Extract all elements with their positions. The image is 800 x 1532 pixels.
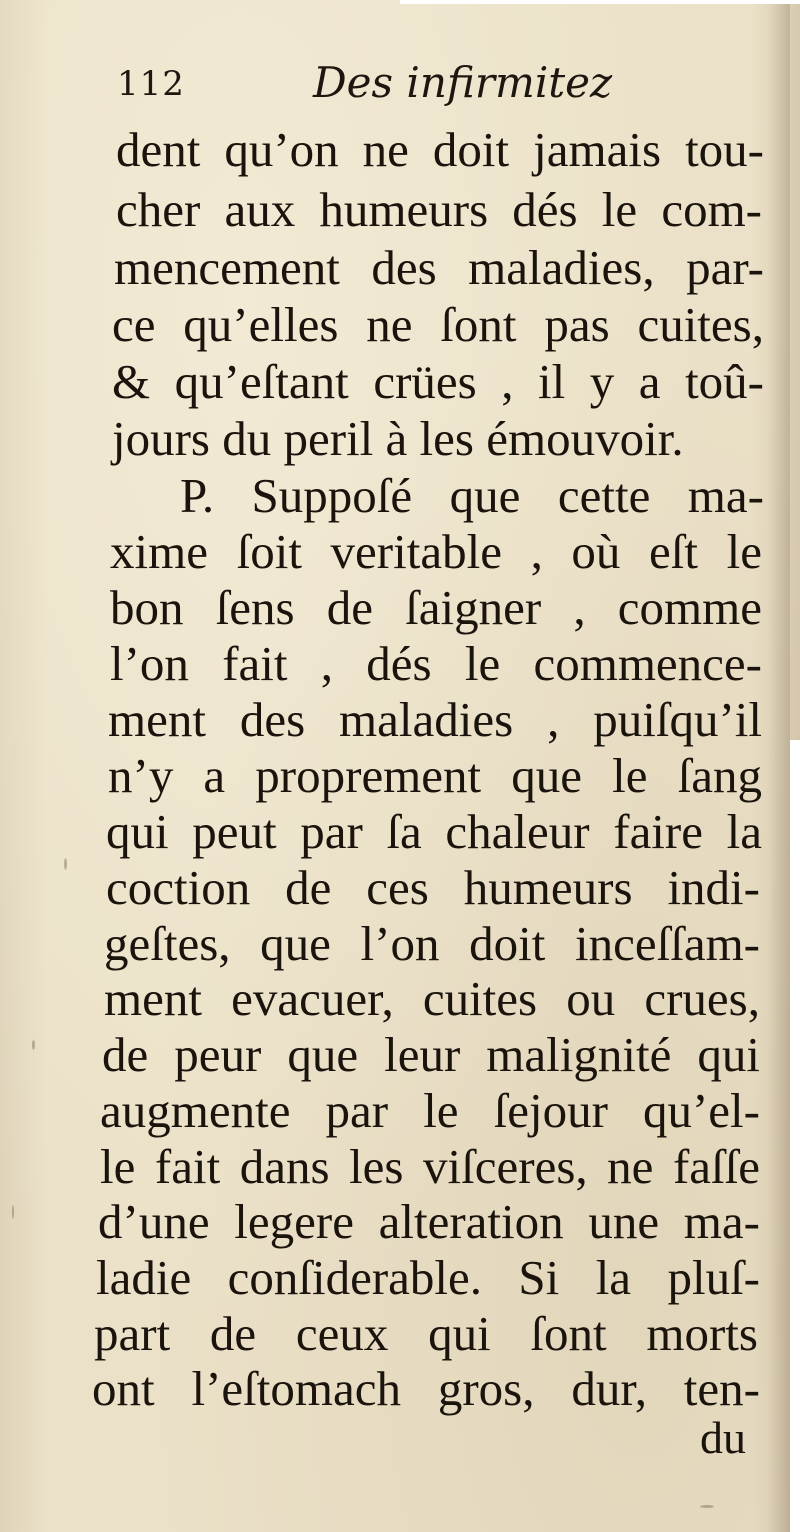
text-line: ont l’eſtomach gros, dur, ten- xyxy=(92,1361,760,1416)
text-line: bon ſens de ſaigner , comme xyxy=(110,580,762,635)
text-line: ment evacuer, cuites ou crues, xyxy=(104,971,760,1026)
text-line: P. Suppoſé que cette ma- xyxy=(180,468,764,523)
text-line: l’on fait , dés le commence- xyxy=(110,636,762,691)
text-line: xime ſoit veritable , où eſt le xyxy=(110,524,762,579)
text-line: cher aux humeurs dés le com- xyxy=(116,182,762,237)
text-line: jours du peril à les émouvoir. xyxy=(112,411,684,466)
page-number: 112 xyxy=(117,64,185,104)
text-line: ment des maladies , puiſqu’il xyxy=(108,692,762,747)
catchword: du xyxy=(700,1412,746,1463)
text-line: & qu’eſtant crües , il y a toû- xyxy=(112,354,764,409)
text-line: ladie conſiderable. Si la pluſ- xyxy=(96,1250,760,1305)
text-line: d’une legere alteration une ma- xyxy=(98,1194,760,1249)
text-line: mencement des maladies, par- xyxy=(114,240,764,295)
text-line: de peur que leur malignité qui xyxy=(102,1027,760,1082)
text-line: n’y a proprement que le ſang xyxy=(108,748,762,803)
running-title: Des infirmitez xyxy=(313,58,613,107)
text-line: geſtes, que l’on doit inceſſam- xyxy=(104,916,760,971)
text-line: ce qu’elles ne ſont pas cuites, xyxy=(112,297,764,352)
text-line: augmente par le ſejour qu’el- xyxy=(100,1083,760,1138)
text-line: coction de ces humeurs indi- xyxy=(106,860,760,915)
text-line: le fait dans les viſceres, ne faſſe xyxy=(100,1139,760,1194)
text-line: dent qu’on ne doit jamais tou- xyxy=(116,122,764,177)
text-line: part de ceux qui ſont morts xyxy=(94,1306,758,1361)
text-line: qui peut par ſa chaleur faire la xyxy=(106,804,762,859)
